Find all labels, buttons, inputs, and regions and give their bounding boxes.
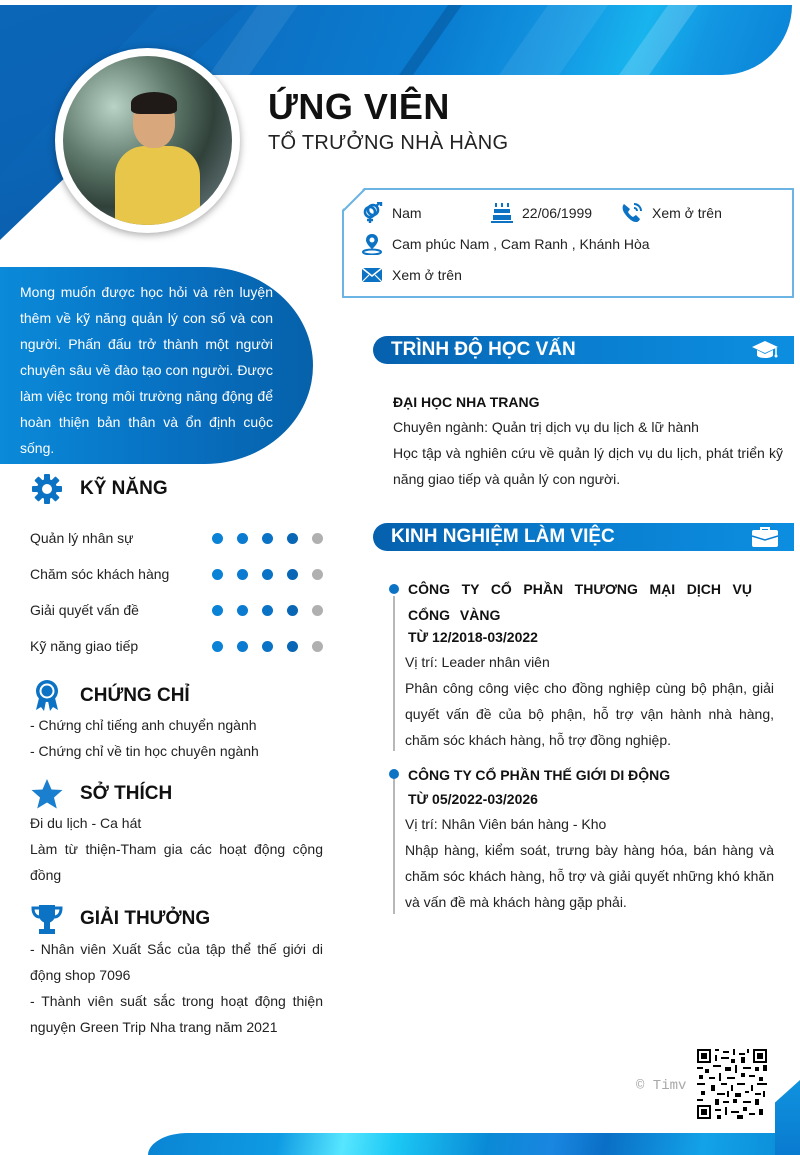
work-position: Vị trí: Leader nhân viên xyxy=(405,654,550,670)
skill-rating xyxy=(212,569,323,580)
footer-edge xyxy=(775,1080,800,1155)
certificate-item: - Chứng chỉ tiếng anh chuyển ngành xyxy=(30,717,257,733)
timeline-dot xyxy=(389,584,399,594)
company-name: CÔNG TY CỔ PHẦN THƯƠNG MẠI DỊCH VỤ CỔNG VÀNG xyxy=(408,581,752,623)
skill-row xyxy=(30,602,330,618)
graduation-cap-icon xyxy=(750,339,780,361)
work-position: Vị trí: Nhân Viên bán hàng - Kho xyxy=(405,816,607,832)
contact-phone xyxy=(621,202,722,224)
school-name: ĐẠI HỌC NHA TRANG xyxy=(393,394,540,410)
contact-birthday xyxy=(491,202,592,224)
timeline-line xyxy=(393,596,395,751)
skill-rating xyxy=(212,605,323,616)
contact-address xyxy=(361,233,650,255)
hobbies-header xyxy=(30,777,172,811)
qr-code[interactable] xyxy=(697,1049,767,1119)
skill-row xyxy=(30,566,330,582)
education-header xyxy=(373,336,794,364)
gender-icon xyxy=(361,202,383,224)
watermark: © Timv xyxy=(636,1078,687,1094)
hobby-item: Làm từ thiện-Tham gia các hoạt động cộng đồng xyxy=(30,841,323,883)
gear-icon xyxy=(30,472,64,506)
skill-label: Giải quyết vấn đề xyxy=(30,602,139,618)
award-item: - Thành viên suất sắc trong hoạt động thiện nguyện Green Trip Nha trang năm 2021 xyxy=(30,993,323,1035)
phone-value: Xem ở trên xyxy=(652,205,722,221)
envelope-icon xyxy=(361,264,383,286)
education-title: TRÌNH ĐỘ HỌC VẤN xyxy=(391,339,576,360)
skills-title: KỸ NĂNG xyxy=(80,478,168,499)
award-item: - Nhân viên Xuất Sắc của tập thể thế giới di động shop 7096 xyxy=(30,941,323,983)
star-icon xyxy=(30,777,64,811)
work-description: Phân công công việc cho đồng nghiệp cùng bộ phận, giải quyết vấn đề của bộ phận, hỗ trợ vận hành nhà hàng, chăm sóc khách hàng, hỗ trợ đồng nghiệp. xyxy=(405,680,774,748)
career-objective: Mong muốn được học hỏi và rèn luyện thêm về kỹ năng quản lý con số và con người. Phấn đấu trở thành một người chuyên sâu về đào tạo con người. Được làm việc trong môi trường năng động để hoàn thiện bản thân và ổn định cuộc sống. xyxy=(0,267,313,464)
birthday-cake-icon xyxy=(491,202,513,224)
awards-title: GIẢI THƯỞNG xyxy=(80,908,211,929)
skill-label: Quản lý nhân sự xyxy=(30,530,134,546)
education-description: Học tập và nghiên cứu về quản lý dịch vụ du lịch, phát triển kỹ năng giao tiếp và quản lý con người. xyxy=(393,445,783,487)
skill-rating xyxy=(212,533,323,544)
hobbies-title: SỞ THÍCH xyxy=(80,783,173,804)
birthday-value: 22/06/1999 xyxy=(522,205,593,221)
phone-icon xyxy=(621,202,643,224)
skill-label: Chăm sóc khách hàng xyxy=(30,566,170,582)
hobby-item: Đi du lịch - Ca hát xyxy=(30,815,142,831)
trophy-icon xyxy=(30,902,64,936)
job-title: TỔ TRƯỞNG NHÀ HÀNG xyxy=(268,132,509,154)
certificate-item: - Chứng chỉ về tin học chuyên ngành xyxy=(30,743,259,759)
candidate-name: ỨNG VIÊN xyxy=(268,86,450,127)
skill-row xyxy=(30,530,330,546)
timeline-line xyxy=(393,776,395,914)
skill-rating xyxy=(212,641,323,652)
experience-title: KINH NGHIỆM LÀM VIỆC xyxy=(391,526,615,547)
award-ribbon-icon xyxy=(30,679,64,713)
briefcase-icon xyxy=(750,526,780,548)
gender-value: Nam xyxy=(392,205,422,221)
location-pin-icon xyxy=(361,233,383,255)
company-name: CÔNG TY CỔ PHẦN THẾ GIỚI DI ĐỘNG xyxy=(408,767,671,783)
address-value: Cam phúc Nam , Cam Ranh , Khánh Hòa xyxy=(392,236,650,252)
contact-email xyxy=(361,264,462,286)
work-description: Nhập hàng, kiểm soát, trưng bày hàng hóa, bán hàng và chăm sóc khách hàng, hỗ trợ và giải quyết những khó khăn và vấn đề mà khách hàng gặp phải. xyxy=(405,842,774,910)
timeline-dot xyxy=(389,769,399,779)
contact-gender xyxy=(361,202,422,224)
email-value: Xem ở trên xyxy=(392,267,462,283)
skill-row xyxy=(30,638,330,654)
education-major: Chuyên ngành: Quản trị dịch vụ du lịch & lữ hành xyxy=(393,419,699,435)
certificates-title: CHỨNG CHỈ xyxy=(80,685,190,706)
skills-header xyxy=(30,472,168,506)
avatar xyxy=(63,56,232,225)
work-period: TỪ 12/2018-03/2022 xyxy=(408,629,538,645)
awards-header xyxy=(30,902,210,936)
work-period: TỪ 05/2022-03/2026 xyxy=(408,791,538,807)
certificates-header xyxy=(30,679,190,713)
footer-banner xyxy=(148,1133,800,1155)
skill-label: Kỹ năng giao tiếp xyxy=(30,638,139,654)
experience-header xyxy=(373,523,794,551)
